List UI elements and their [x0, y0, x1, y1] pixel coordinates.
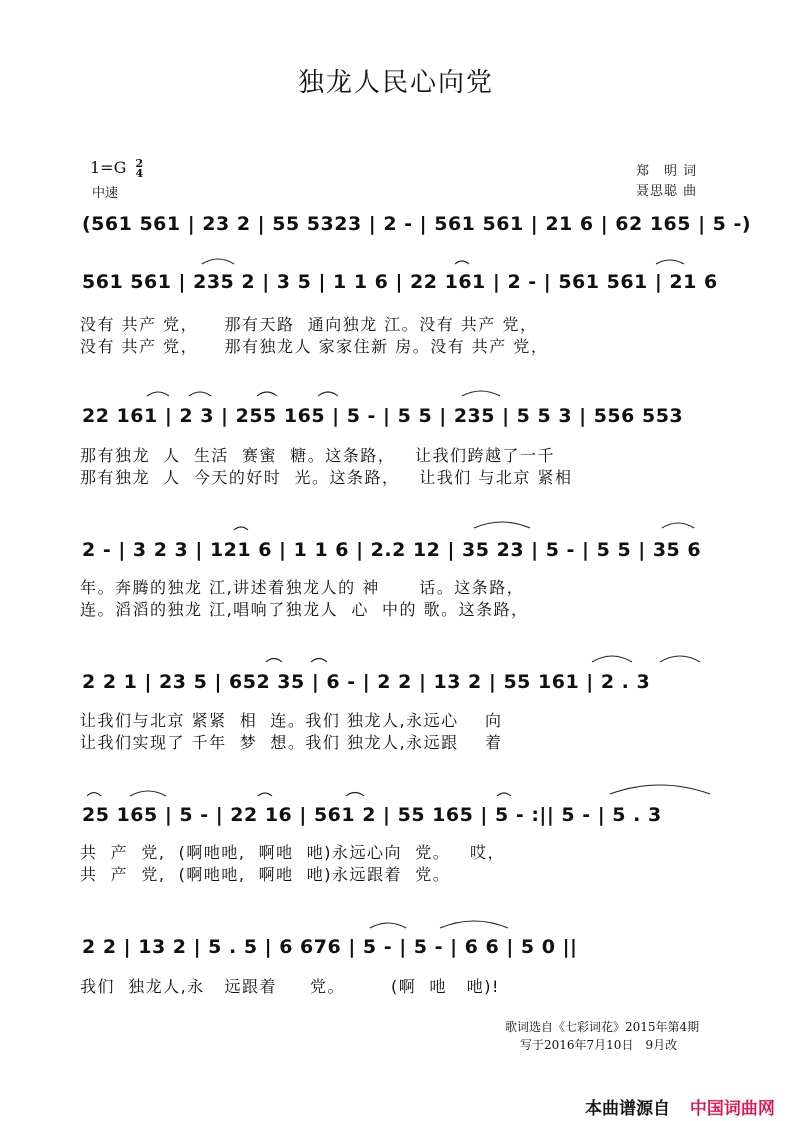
- notation-row: 2 - | 3 2 3 | 121 6 | 1 1 6 | 2.2 12 | 35 23 | 5 - | 5 5 | 35 6: [82, 539, 702, 561]
- lyric-line-1: 没有 共产 党， 那有天路 通向独龙 江。没有 共产 党，: [80, 315, 538, 334]
- lyric-line-2: 连。滔滔的独龙 江,唱响了独龙人 心 中的 歌。这条路，: [80, 600, 529, 619]
- time-signature: [135, 156, 144, 180]
- notation-row: 25 165 | 5 - | 22 16 | 561 2 | 55 165 | 5 - :|| 5 - | 5 . 3: [82, 804, 662, 826]
- slur-mark: [474, 522, 530, 528]
- notation-row: 2 2 1 | 23 5 | 652 35 | 6 - | 2 2 | 13 2 | 55 161 | 2 . 3: [82, 671, 651, 693]
- key-signature: [90, 158, 143, 179]
- lyric-line-2: 让我们实现了 千年 梦 想。我们 独龙人,永远跟 着: [80, 733, 503, 752]
- footer-site-link[interactable]: 中国词曲网: [689, 1099, 775, 1119]
- composer: 聂思聪 曲: [636, 184, 698, 199]
- slur-mark: [87, 793, 101, 797]
- footer-source: [585, 1094, 775, 1119]
- slur-mark: [266, 659, 282, 663]
- slur-mark: [346, 793, 364, 797]
- slur-mark: [202, 259, 234, 264]
- lyric-line-1: 让我们与北京 紧紧 相 连。我们 独龙人,永远心 向: [80, 711, 503, 730]
- slur-mark: [440, 921, 508, 928]
- slur-mark: [257, 392, 277, 396]
- slur-mark: [497, 793, 511, 796]
- slur-mark: [147, 392, 169, 396]
- slur-mark: [189, 392, 211, 396]
- lyric-line-1: 那有独龙 人 生活 赛蜜 糖。这条路， 让我们跨越了一千: [80, 446, 555, 465]
- tempo-marking: 中速: [92, 186, 119, 201]
- notation-row: (561 561 | 23 2 | 55 5323 | 2 - | 561 561 | 21 6 | 62 165 | 5 -): [82, 213, 752, 235]
- slur-mark: [318, 392, 338, 396]
- footer-label: 本曲谱源自: [585, 1099, 670, 1119]
- key-text: 1=G: [90, 158, 127, 177]
- notation-row: 561 561 | 235 2 | 3 5 | 1 1 6 | 22 161 | 2 - | 561 561 | 21 6: [82, 271, 718, 293]
- lyric-line-1: 共 产 党, (啊吔吔, 啊吔 吔)永远心向 党。 哎，: [80, 843, 505, 862]
- slur-mark: [462, 391, 500, 396]
- slur-mark: [455, 261, 469, 264]
- slur-mark: [656, 260, 684, 264]
- notation-row: 22 161 | 2 3 | 255 165 | 5 - | 5 5 | 235 | 5 5 3 | 556 553: [82, 405, 684, 427]
- slur-mark: [311, 659, 327, 663]
- slur-mark: [130, 791, 166, 796]
- time-top: 2: [135, 156, 144, 170]
- time-bottom: 4: [135, 166, 144, 180]
- slur-mark: [662, 523, 694, 528]
- lyricist: 郑 明 词: [636, 164, 698, 179]
- source-note: 歌词选自《七彩词花》2015年第4期: [505, 1020, 700, 1034]
- slur-mark: [610, 785, 710, 794]
- slur-mark: [370, 923, 406, 928]
- notation-row: 2 2 | 13 2 | 5 . 5 | 6 676 | 5 - | 5 - | 6 6 | 5 0 ||: [82, 936, 578, 958]
- lyric-line-1: 年。奔腾的独龙 江,讲述着独龙人的 神 话。这条路，: [80, 578, 525, 597]
- lyric-line-1: 我们 独龙人,永 远跟着 党。 (啊 吔 吔)!: [80, 977, 500, 996]
- slur-mark: [234, 527, 248, 530]
- lyric-line-2: 那有独龙 人 今天的好时 光。这条路， 让我们 与北京 紧相: [80, 468, 573, 487]
- written-date-note: 写于2016年7月10日 9月改: [520, 1038, 678, 1052]
- lyric-line-2: 共 产 党, (啊吔吔, 啊吔 吔)永远跟着 党。: [80, 865, 451, 884]
- page-title: 独龙人民心向党: [297, 68, 494, 98]
- slur-mark: [592, 656, 632, 662]
- slur-mark: [258, 793, 272, 796]
- slur-mark: [660, 656, 700, 662]
- lyric-line-2: 没有 共产 党， 那有独龙人 家家住新 房。没有 共产 党，: [80, 337, 549, 356]
